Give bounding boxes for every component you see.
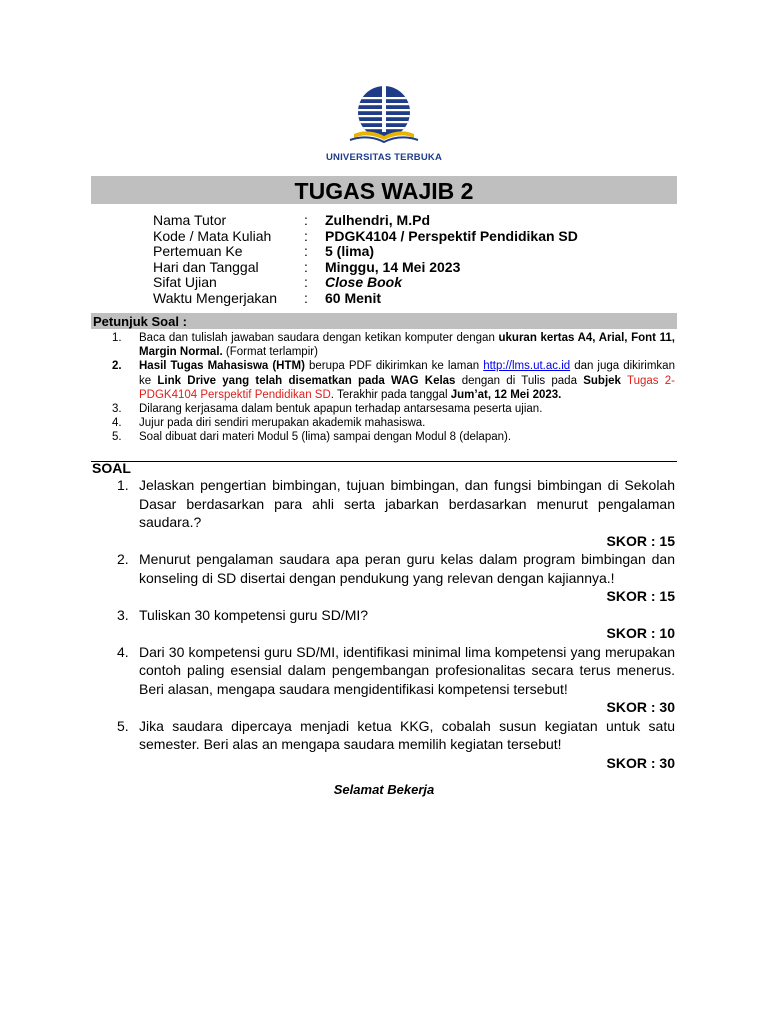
info-value: 5 (lima) <box>325 243 375 260</box>
instruction-number: 1. <box>112 332 122 344</box>
page-title: TUGAS WAJIB 2 <box>91 176 677 204</box>
info-label: Sifat Ujian <box>153 274 217 291</box>
lms-link[interactable]: http://lms.ut.ac.id <box>483 360 571 373</box>
info-value: PDGK4104 / Perspektif Pendidikan SD <box>325 227 578 244</box>
instruction-item <box>112 331 675 359</box>
instruction-text: Dilarang kerjasama dalam bentuk apapun terhadap antarsesama peserta ujian. <box>139 403 543 416</box>
question-item <box>117 606 675 625</box>
instruction-number: 2. <box>112 360 122 373</box>
question-text: Jelaskan pengertian bimbingan, tujuan bimbingan, dan fungsi bimbingan di Sekolah Dasar berdasarkan para ahli serta jabarkan berdasarkan menurut pengalaman saudara.? <box>139 477 675 530</box>
instruction-emphasis: ukuran kertas A4, Arial, Font 11, Margin Normal. <box>139 332 675 359</box>
question-list <box>117 476 675 772</box>
question-item <box>117 643 675 699</box>
question-number: 2. <box>117 551 129 567</box>
info-label: Kode / Mata Kuliah <box>153 227 272 244</box>
instruction-number: 3. <box>112 403 122 416</box>
instruction-emphasis: Subjek <box>583 374 621 387</box>
info-value: Zulhendri, M.Pd <box>325 212 430 228</box>
question-score: SKOR : 15 <box>606 532 675 549</box>
info-label: Pertemuan Ke <box>153 243 243 260</box>
instruction-item <box>112 416 675 430</box>
closing-text: Selamat Bekerja <box>333 782 435 797</box>
instruction-number: 4. <box>112 417 122 430</box>
info-value: Minggu, 14 Mei 2023 <box>325 258 461 275</box>
instruction-item <box>112 359 675 402</box>
info-label: Waktu Mengerjakan <box>153 289 277 306</box>
info-colon: : <box>304 274 308 291</box>
question-text: Dari 30 kompetensi guru SD/MI, identifikasi minimal lima kompetensi yang merupakan contoh paling esensial dalam pengembangan profesionalitas secara terus menerus. Beri alasan, mengapa saudara mengidentifikasi kompetensi tersebut! <box>139 643 675 697</box>
university-emblem-icon <box>318 84 450 150</box>
info-colon: : <box>304 258 308 275</box>
section-divider <box>91 461 677 462</box>
instruction-text: . Terakhir pada tanggal <box>330 388 451 401</box>
questions-heading: SOAL <box>92 460 131 476</box>
instruction-item <box>112 430 675 444</box>
info-colon: : <box>304 212 308 228</box>
question-score: SKOR : 10 <box>606 625 675 641</box>
question-score: SKOR : 30 <box>606 699 675 715</box>
instruction-emphasis: Link Drive yang telah disematkan pada WAG Kelas <box>157 374 456 387</box>
question-number: 3. <box>117 606 129 623</box>
instructions-list <box>112 331 675 445</box>
instruction-number: 5. <box>112 431 122 444</box>
instruction-text: Soal dibuat dari materi Modul 5 (lima) sampai dengan Modul 8 (delapan). <box>139 431 512 444</box>
instruction-text: berupa PDF dikirimkan ke laman <box>304 360 484 373</box>
deadline-text: Jum’at, 12 Mei 2023. <box>450 388 562 401</box>
instruction-text: (Format terlampir) <box>222 346 318 359</box>
info-colon: : <box>304 243 308 260</box>
info-value: 60 Menit <box>325 289 382 306</box>
info-value: Close Book <box>325 274 403 291</box>
instruction-item <box>112 402 675 416</box>
question-text: Tuliskan 30 kompetensi guru SD/MI? <box>139 606 369 623</box>
question-score: SKOR : 30 <box>606 754 675 771</box>
question-item <box>117 550 675 587</box>
instruction-text: dan juga dikirimkan ke <box>139 360 675 387</box>
instruction-text: dengan di Tulis pada <box>455 374 584 387</box>
question-number: 5. <box>117 717 129 734</box>
info-label: Hari dan Tanggal <box>153 258 259 275</box>
subject-text: Tugas 2- PDGK4104 Perspektif Pendidikan SD <box>139 374 675 401</box>
question-item <box>117 476 675 532</box>
info-label: Nama Tutor <box>153 212 227 228</box>
question-text: Jika saudara dipercaya menjadi ketua KKG, cobalah susun kegiatan untuk satu semester. Beri alas an mengapa saudara memilih kegiatan tersebut! <box>139 717 675 752</box>
university-name: UNIVERSITAS TERBUKA <box>325 152 443 163</box>
instruction-text: Baca dan tulislah jawaban saudara dengan ketikan komputer dengan <box>139 332 499 344</box>
question-number: 4. <box>117 643 129 660</box>
question-score: SKOR : 15 <box>606 588 675 604</box>
instruction-emphasis: Hasil Tugas Mahasiswa (HTM) <box>139 360 305 373</box>
question-item <box>117 717 675 754</box>
university-logo <box>318 84 450 166</box>
instruction-text: Jujur pada diri sendiri merupakan akademik mahasiswa. <box>139 417 426 430</box>
instructions-heading: Petunjuk Soal : <box>91 313 677 329</box>
question-text: Menurut pengalaman saudara apa peran guru kelas dalam program bimbingan dan konseling di SD disertai dengan pendukung yang relevan dengan kajiannya.! <box>139 551 675 586</box>
info-colon: : <box>304 289 308 306</box>
question-number: 1. <box>117 477 129 493</box>
info-colon: : <box>304 227 308 244</box>
